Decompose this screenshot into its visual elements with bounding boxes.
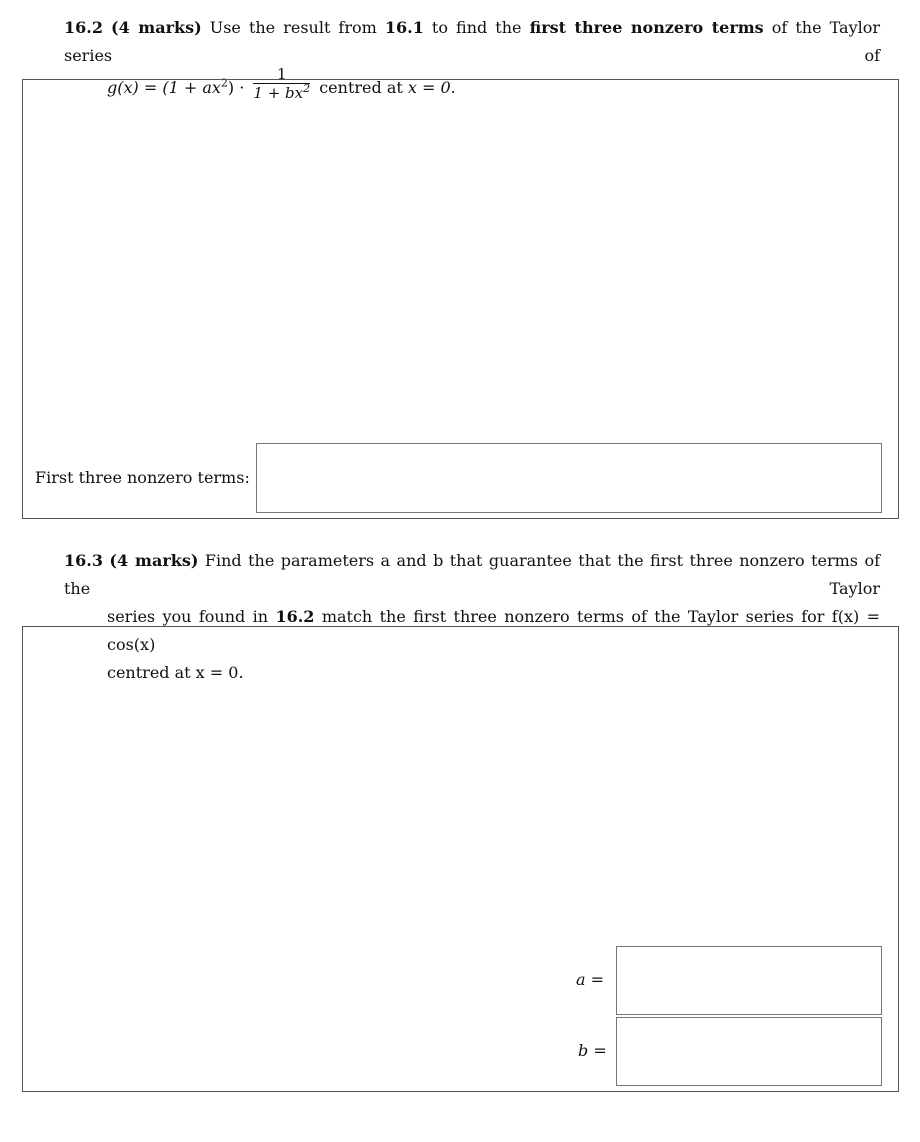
answer-box-a[interactable] [616, 946, 882, 1015]
answer-box-b[interactable] [616, 1017, 882, 1086]
question-number: 16.2 [64, 18, 103, 37]
label-a: a = [576, 970, 605, 989]
answer-box-terms[interactable] [256, 443, 882, 513]
fraction: $\frac{1}{1 + bx^2}$ [253, 65, 311, 102]
label-b: b = [578, 1041, 607, 1060]
question-number: 16.3 [64, 551, 103, 570]
question-16-2-text: 16.2 (4 marks) Use the result from 16.1 to find the first three nonzero terms of the Taylor series of $g(x) = (1 + ax^2)$ · $\frac{1}{1 + bx^2}$ centred at x = 0. [64, 14, 880, 107]
formula-line: $g(x) = (1 + ax^2)$ · $\frac{1}{1 + bx^2}$ centred at x = 0. [107, 65, 456, 102]
marks: (4 marks) [111, 18, 202, 37]
question-16-3-text: 16.3 (4 marks) Find the parameters a and b that guarantee that the first three nonzero terms of the Taylor series you found in 16.2 match the first three nonzero terms of the Taylor series for f(x) = cos(x) centred at x = 0. [64, 551, 881, 682]
marks: (4 marks) [109, 551, 199, 570]
formula-lhs: g(x) = (1 + ax [107, 78, 221, 97]
answer-label: First three nonzero terms: [35, 468, 250, 487]
